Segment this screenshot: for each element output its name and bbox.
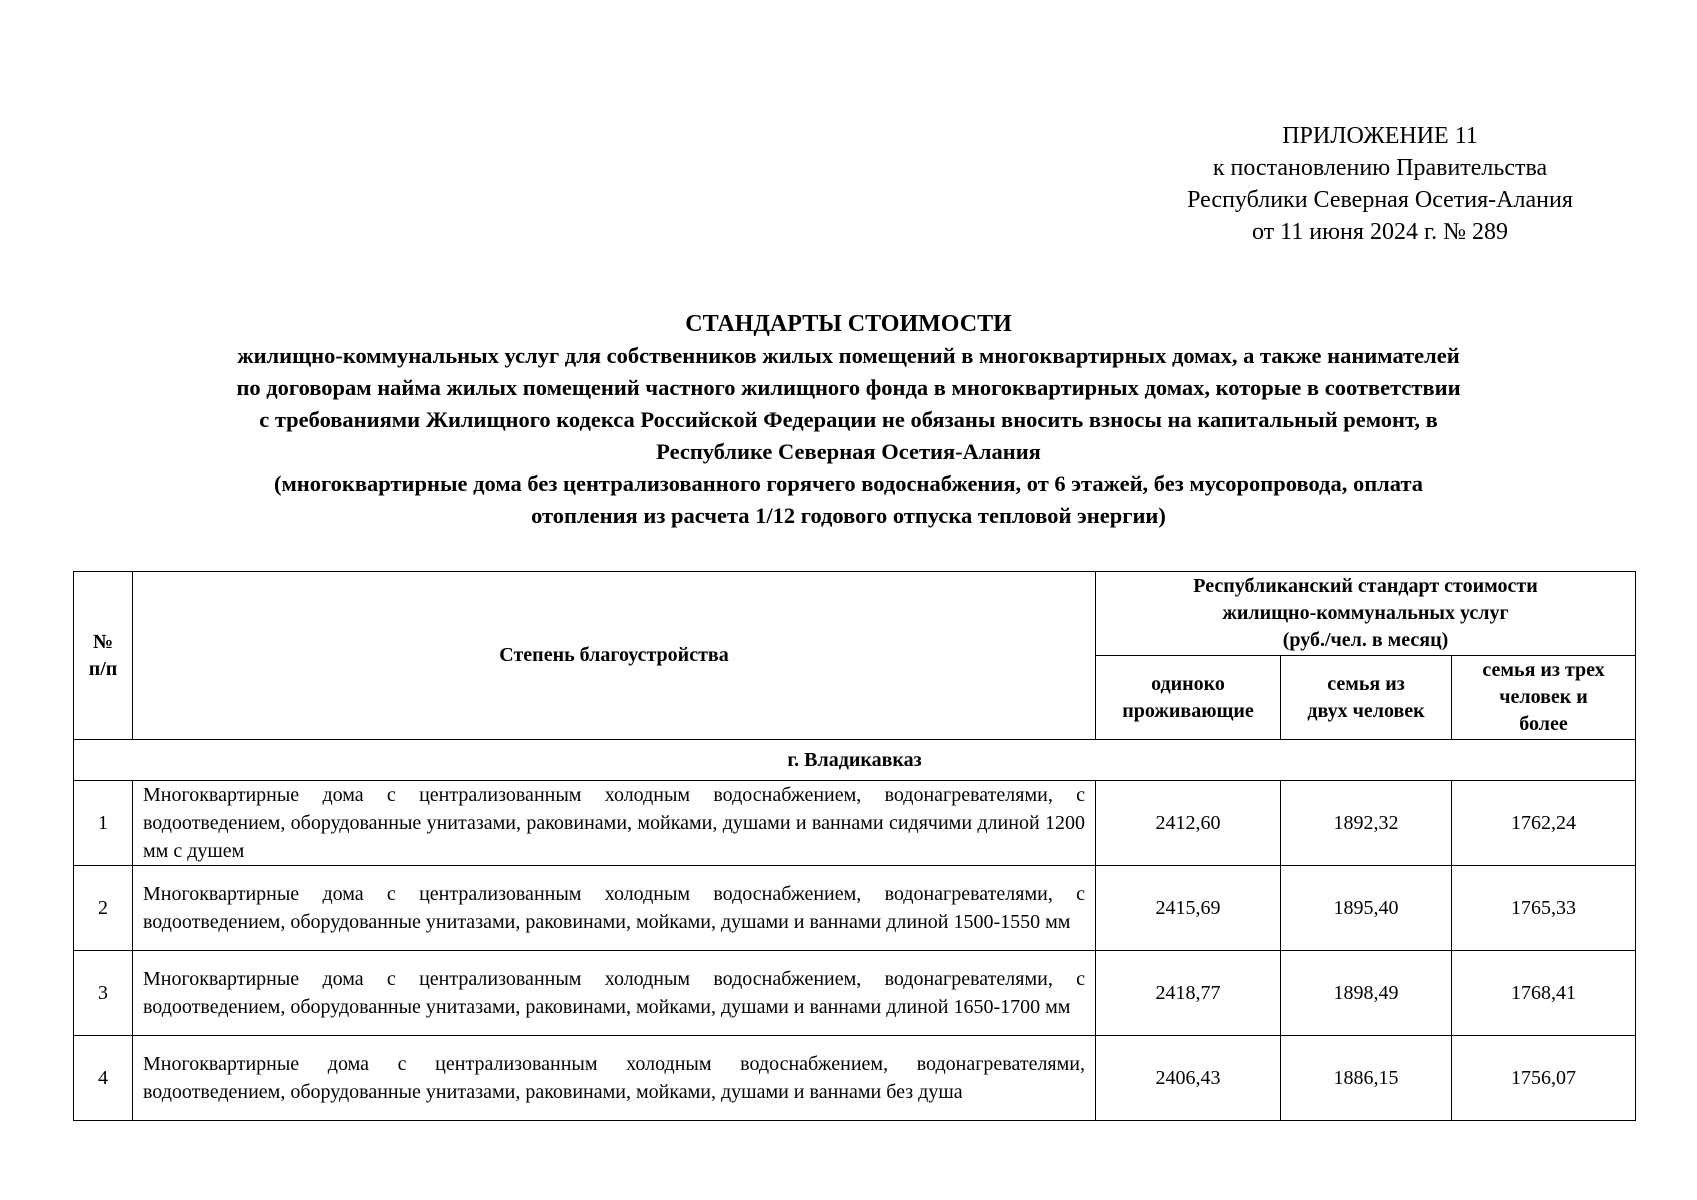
annex-line: ПРИЛОЖЕНИЕ 11: [1282, 123, 1478, 149]
value-three: 1762,24: [1452, 781, 1636, 866]
header-standard: Республиканский стандарт стоимости жилищно-коммунальных услуг (руб./чел. в месяц): [1096, 572, 1636, 656]
row-description: Многоквартирные дома с централизованным холодным водоснабжением, водонагревателями, водоотведением, оборудованные унитазами, раковинами, мойками, душами и ваннами без душа: [133, 1036, 1096, 1121]
row-number: 3: [74, 951, 133, 1036]
row-description: Многоквартирные дома с централизованным холодным водоснабжением, водонагревателями, с водоотведением, оборудованные унитазами, раковинами, мойками, душами и ваннами длиной 1650-1700 мм: [133, 951, 1096, 1036]
subtitle-line: с требованиями Жилищного кодекса Российской Федерации не обязаны вносить взносы на капитальный ремонт, в: [259, 407, 1438, 432]
row-number: 4: [74, 1036, 133, 1121]
table-row: [74, 781, 1636, 866]
row-number: 2: [74, 866, 133, 951]
annex-header: [1130, 120, 1630, 248]
city-name: г. Владикавказ: [74, 740, 1636, 781]
table-row: [74, 1036, 1636, 1121]
annex-line: Республики Северная Осетия-Алания: [1187, 187, 1573, 213]
standards-table: [73, 571, 1636, 1121]
value-two: 1886,15: [1281, 1036, 1452, 1121]
row-number: 1: [74, 781, 133, 866]
subtitle-line: (многоквартирные дома без централизованного горячего водоснабжения, от 6 этажей, без мусоропровода, оплата: [273, 471, 1424, 496]
value-single: 2415,69: [1096, 866, 1281, 951]
value-two: 1892,32: [1281, 781, 1452, 866]
annex-line: к постановлению Правительства: [1212, 155, 1548, 181]
value-single: 2418,77: [1096, 951, 1281, 1036]
subtitle-line: Республике Северная Осетия-Алания: [656, 439, 1041, 464]
header-three: семья из трех человек и более: [1452, 656, 1636, 740]
row-description: Многоквартирные дома с централизованным холодным водоснабжением, водонагревателями, с водоотведением, оборудованные унитазами, раковинами, мойками, душами и ваннами длиной 1500-1550 мм: [133, 866, 1096, 951]
value-single: 2406,43: [1096, 1036, 1281, 1121]
value-three: 1768,41: [1452, 951, 1636, 1036]
document-title: [60, 308, 1637, 532]
header-num: № п/п: [74, 572, 133, 740]
city-row: [74, 740, 1636, 781]
table-row: [74, 951, 1636, 1036]
subtitle-line: жилищно-коммунальных услуг для собственников жилых помещений в многоквартирных домах, а также нанимателей: [237, 343, 1460, 368]
subtitle-line: по договорам найма жилых помещений частного жилищного фонда в многоквартирных домах, которые в соответствии: [236, 375, 1461, 400]
header-degree: Степень благоустройства: [133, 572, 1096, 740]
annex-line: от 11 июня 2024 г. № 289: [1252, 219, 1508, 245]
value-two: 1895,40: [1281, 866, 1452, 951]
row-description: Многоквартирные дома с централизованным холодным водоснабжением, водонагревателями, с водоотведением, оборудованные унитазами, раковинами, мойками, душами и ваннами сидячими длиной 1200 мм с душем: [133, 781, 1096, 866]
subtitle-line: отопления из расчета 1/12 годового отпуска тепловой энергии): [531, 503, 1166, 528]
value-three: 1756,07: [1452, 1036, 1636, 1121]
header-single: одиноко проживающие: [1096, 656, 1281, 740]
value-three: 1765,33: [1452, 866, 1636, 951]
header-two: семья из двух человек: [1281, 656, 1452, 740]
table-row: [74, 866, 1636, 951]
value-single: 2412,60: [1096, 781, 1281, 866]
value-two: 1898,49: [1281, 951, 1452, 1036]
main-title: СТАНДАРТЫ СТОИМОСТИ: [685, 311, 1012, 337]
